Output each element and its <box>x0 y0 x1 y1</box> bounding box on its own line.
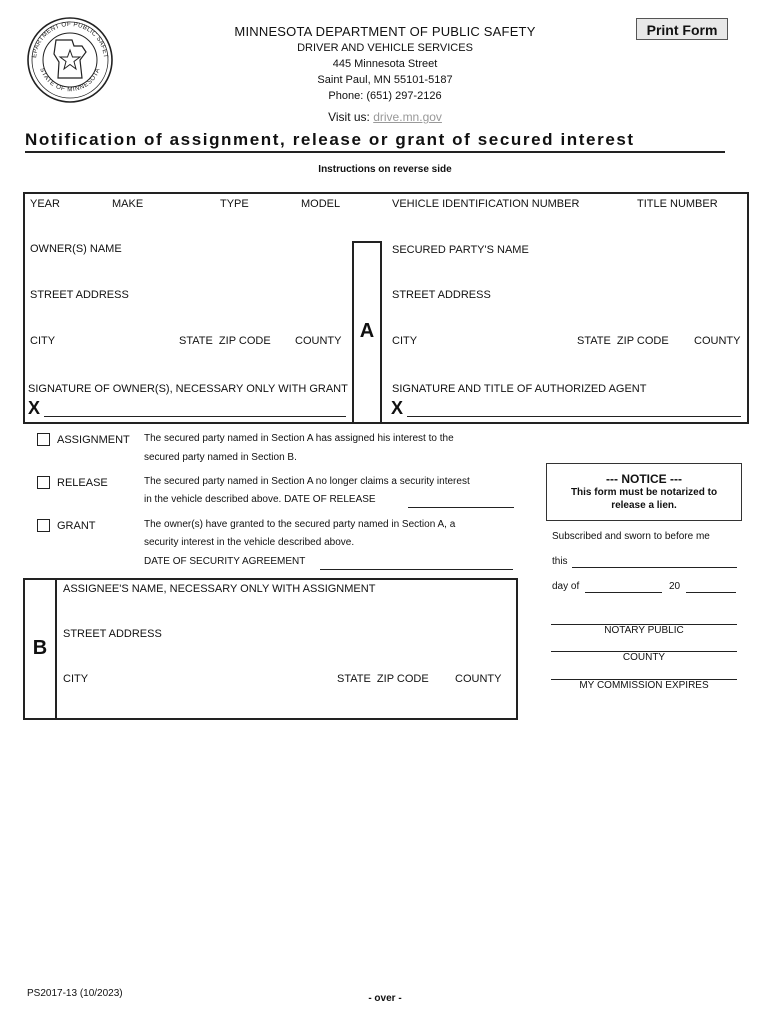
secured-party-city-field[interactable]: CITY <box>392 335 418 347</box>
website-line <box>170 110 600 124</box>
vin-field[interactable]: VEHICLE IDENTIFICATION NUMBER <box>392 198 580 210</box>
section-b-box <box>23 578 518 720</box>
owner-signature-label: SIGNATURE OF OWNER(S), NECESSARY ONLY WITH GRANT <box>28 383 348 395</box>
section-b-label: B <box>32 637 48 659</box>
over-indicator: - over - <box>368 993 402 1004</box>
release-text-2: in the vehicle described above. DATE OF RELEASE <box>144 494 376 505</box>
release-text-1: The secured party named in Section A no longer claims a security interest <box>144 476 470 487</box>
assignee-name-field[interactable]: ASSIGNEE'S NAME, NECESSARY ONLY WITH ASSIGNMENT <box>63 583 376 595</box>
type-field[interactable]: TYPE <box>220 198 249 210</box>
state-seal-logo <box>26 16 114 104</box>
notary-county-label: COUNTY <box>622 652 666 663</box>
owner-name-field[interactable]: OWNER(S) NAME <box>30 243 122 255</box>
year-field[interactable]: YEAR <box>30 198 60 210</box>
assignee-state-zip-field[interactable]: STATE ZIP CODE <box>337 673 429 685</box>
notice-title: --- NOTICE --- <box>606 472 682 486</box>
website-link[interactable]: drive.mn.gov <box>373 110 442 124</box>
notary-year-line[interactable] <box>686 592 736 593</box>
make-field[interactable]: MAKE <box>112 198 144 210</box>
owner-city-field[interactable]: CITY <box>30 335 56 347</box>
grant-text-3: DATE OF SECURITY AGREEMENT <box>144 556 306 567</box>
notary-this-line[interactable] <box>572 567 737 568</box>
notary-public-label: NOTARY PUBLIC <box>604 625 684 636</box>
commission-expires-label: MY COMMISSION EXPIRES <box>579 680 709 691</box>
owner-signature-x: X <box>28 398 41 418</box>
assignment-label: ASSIGNMENT <box>57 434 130 446</box>
secured-party-state-zip-field[interactable]: STATE ZIP CODE <box>577 335 669 347</box>
department-name: MINNESOTA DEPARTMENT OF PUBLIC SAFETY <box>234 24 536 39</box>
instructions-note: Instructions on reverse side <box>318 164 452 175</box>
notice-line-1: This form must be notarized to <box>570 487 718 498</box>
secured-party-name-field[interactable]: SECURED PARTY'S NAME <box>392 244 529 256</box>
assignment-text-1: The secured party named in Section A has assigned his interest to the <box>144 433 454 444</box>
agent-signature-label: SIGNATURE AND TITLE OF AUTHORIZED AGENT <box>392 383 647 395</box>
notary-day-line[interactable] <box>585 592 662 593</box>
secured-party-street-field[interactable]: STREET ADDRESS <box>392 289 491 301</box>
owner-street-field[interactable]: STREET ADDRESS <box>30 289 129 301</box>
owner-state-zip-field[interactable]: STATE ZIP CODE <box>179 335 271 347</box>
section-a-label: A <box>359 320 375 342</box>
release-checkbox[interactable] <box>37 476 50 489</box>
visit-prefix: Visit us: <box>328 110 374 124</box>
release-date-line[interactable] <box>408 507 514 508</box>
notary-year-prefix: 20 <box>669 581 681 592</box>
form-number: PS2017-13 (10/2023) <box>27 988 123 999</box>
grant-checkbox[interactable] <box>37 519 50 532</box>
assignee-county-field[interactable]: COUNTY <box>455 673 502 685</box>
svg-text:DEPARTMENT OF PUBLIC SAFETY: EPARTMENT OF PUBLIC SAFET <box>31 20 109 59</box>
phone-number: Phone: (651) 297-2126 <box>328 90 442 102</box>
title-number-field[interactable]: TITLE NUMBER <box>637 198 718 210</box>
secured-party-county-field[interactable]: COUNTY <box>694 335 741 347</box>
owner-signature-line[interactable] <box>44 416 346 417</box>
owner-county-field[interactable]: COUNTY <box>295 335 342 347</box>
section-b-divider <box>55 578 57 720</box>
subscribed-sworn-text: Subscribed and sworn to before me <box>552 531 710 542</box>
grant-text-1: The owner(s) have granted to the secured party named in Section A, a <box>144 519 456 530</box>
print-form-button[interactable]: Print Form <box>636 18 728 40</box>
svg-text:STATE OF MINNESOTA: STATE OF MINNESOTA <box>38 67 102 94</box>
release-label: RELEASE <box>57 477 108 489</box>
model-field[interactable]: MODEL <box>301 198 341 210</box>
division-name: DRIVER AND VEHICLE SERVICES <box>297 42 473 54</box>
agent-signature-x: X <box>391 398 404 418</box>
agent-signature-line[interactable] <box>407 416 741 417</box>
assignee-street-field[interactable]: STREET ADDRESS <box>63 628 162 640</box>
form-title: Notification of assignment, release or grant of secured interest <box>25 130 725 153</box>
notice-line-2: release a lien. <box>611 500 677 511</box>
address-city: Saint Paul, MN 55101-5187 <box>317 74 453 86</box>
assignment-text-2: secured party named in Section B. <box>144 452 297 463</box>
notary-this-label: this <box>552 556 568 567</box>
address-street: 445 Minnesota Street <box>332 58 438 70</box>
grant-label: GRANT <box>57 520 96 532</box>
assignee-city-field[interactable]: CITY <box>63 673 89 685</box>
assignment-checkbox[interactable] <box>37 433 50 446</box>
security-agreement-date-line[interactable] <box>320 569 513 570</box>
notary-day-of-label: day of <box>552 581 580 592</box>
grant-text-2: security interest in the vehicle described above. <box>144 537 355 548</box>
